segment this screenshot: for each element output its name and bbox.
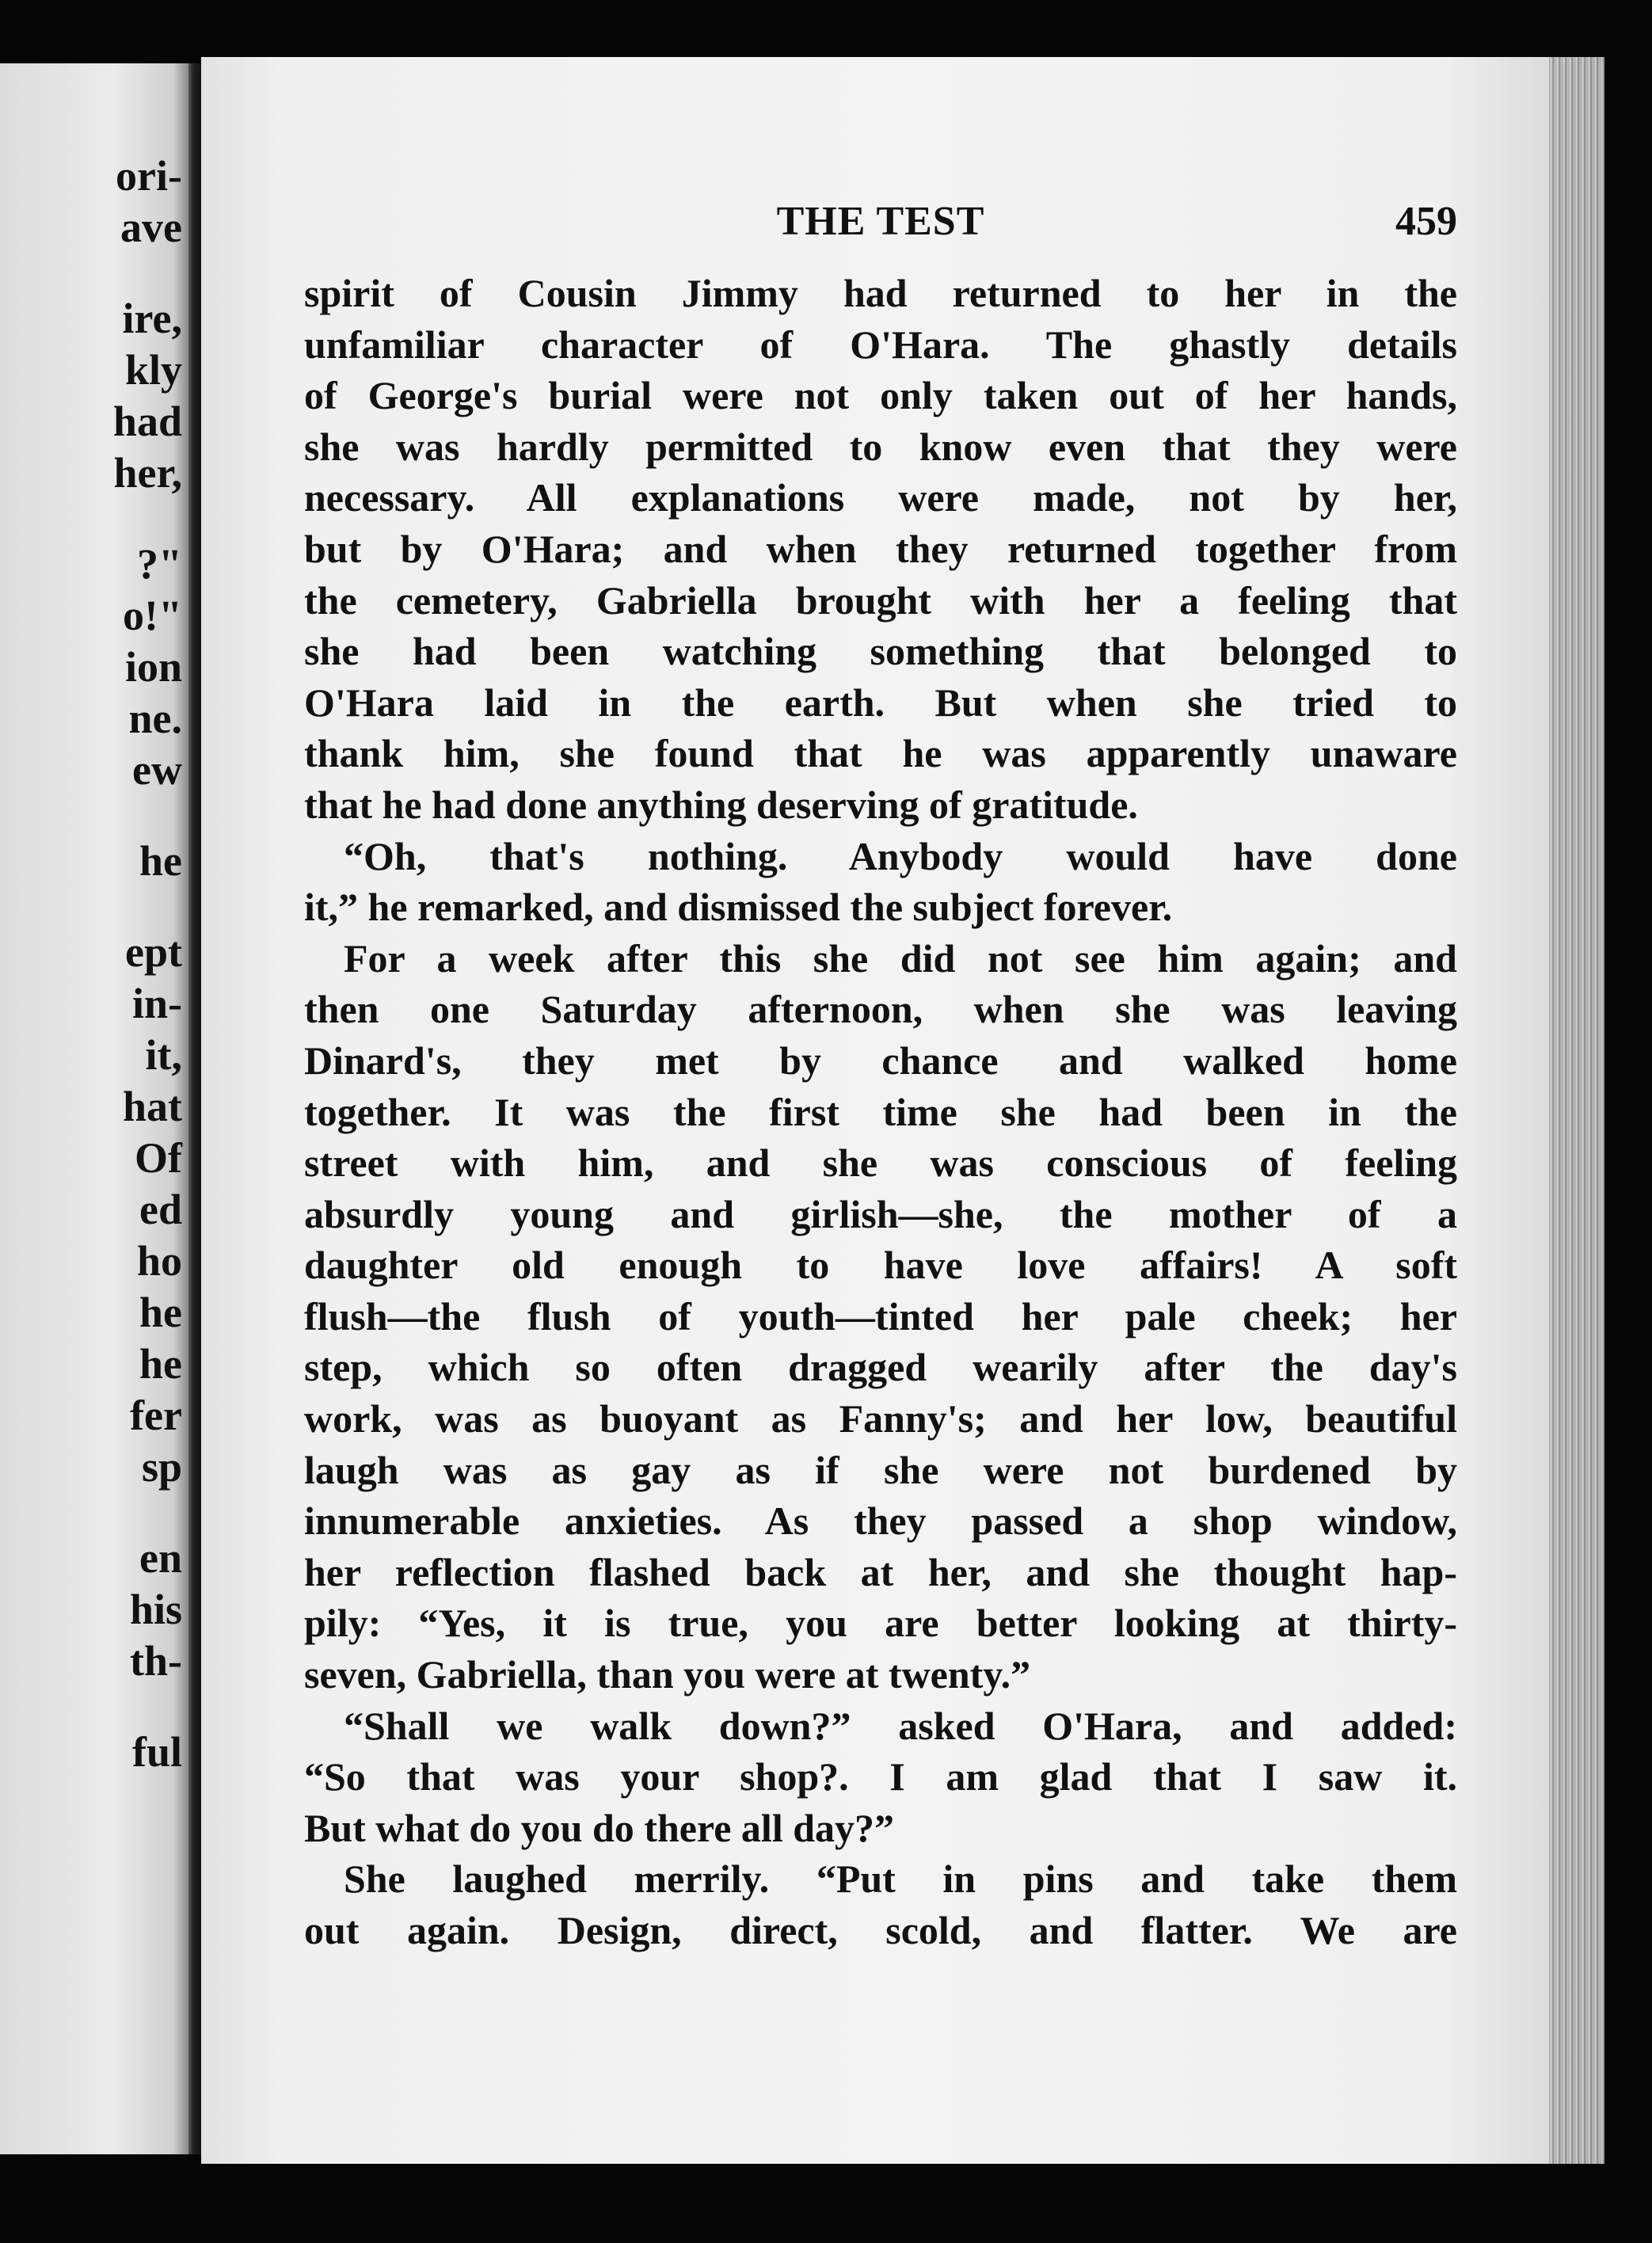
text-line: pily: “Yes, it is true, you are better looking at thirty- (304, 1601, 1457, 1646)
left-page-line-fragment: he (139, 1289, 182, 1336)
page-edges (1549, 57, 1604, 2164)
text-line: her reflection flashed back at her, and she thought hap- (304, 1549, 1457, 1594)
text-line: innumerable anxieties. As they passed a shop window, (304, 1499, 1457, 1544)
left-page-line-fragment: ne. (128, 695, 182, 742)
left-page-line-fragment: ept (125, 928, 182, 976)
text-line: She laughed merrily. “Put in pins and take them (344, 1856, 1457, 1902)
text-line: seven, Gabriella, than you were at twenty.” (304, 1652, 1031, 1697)
text-line: step, which so often dragged wearily after the day's (304, 1345, 1457, 1390)
left-page-line-fragment: his (129, 1586, 182, 1633)
text-line: but by O'Hara; and when they returned together from (304, 526, 1457, 571)
book-page (201, 57, 1604, 2164)
text-line: necessary. All explanations were made, not by her, (304, 475, 1457, 520)
left-page-line-fragment: ed (139, 1186, 182, 1233)
left-page-line-fragment: Of (135, 1134, 182, 1182)
left-page-line-fragment: ful (131, 1728, 182, 1776)
left-page-line-fragment: en (139, 1534, 182, 1582)
text-line: “Shall we walk down?” asked O'Hara, and added: (344, 1703, 1457, 1748)
left-page-line-fragment: ori- (116, 152, 182, 200)
text-line: street with him, and she was conscious of feeling (304, 1141, 1457, 1186)
left-page-line-fragment: ew (132, 746, 182, 794)
left-page-line-fragment: kly (124, 346, 182, 394)
text-line: she was hardly permitted to know even that they were (304, 424, 1457, 469)
left-page-line-fragment: her, (113, 449, 182, 497)
text-line: Dinard's, they met by chance and walked home (304, 1038, 1457, 1083)
left-page-line-fragment: he (139, 1340, 182, 1388)
text-line: it,” he remarked, and dismissed the subject forever. (304, 885, 1173, 930)
text-line: then one Saturday afternoon, when she was leaving (304, 987, 1457, 1032)
text-line: daughter old enough to have love affairs! A soft (304, 1243, 1457, 1288)
left-page-line-fragment: th- (130, 1637, 182, 1685)
left-page-line-fragment: in- (131, 980, 182, 1027)
running-head (304, 198, 1457, 253)
text-line: work, was as buoyant as Fanny's; and her low, beautiful (304, 1396, 1457, 1441)
text-line: O'Hara laid in the earth. But when she tried to (304, 680, 1457, 725)
left-page-line-fragment: ave (120, 204, 182, 251)
text-line: spirit of Cousin Jimmy had returned to her in the (304, 271, 1457, 315)
text-line: the cemetery, Gabriella brought with her a feeling that (304, 577, 1457, 623)
text-line: For a week after this she did not see him again; and (344, 935, 1457, 981)
text-line: “Oh, that's nothing. Anybody would have done (344, 833, 1457, 878)
text-line: But what do you do there all day?” (304, 1805, 895, 1850)
left-page-line-fragment: ?" (137, 540, 182, 588)
text-line: together. It was the first time she had been in the (304, 1089, 1457, 1134)
text-line: absurdly young and girlish—she, the mother of a (304, 1191, 1457, 1236)
text-line: out again. Design, direct, scold, and flatter. We are (304, 1908, 1457, 1952)
page-number: 459 (1395, 199, 1457, 244)
left-page-line-fragment: ho (136, 1237, 182, 1285)
left-page-line-fragment: had (112, 398, 182, 445)
left-page-line-fragment: he (139, 837, 182, 885)
running-title: THE TEST (776, 199, 985, 244)
text-line: she had been watching something that belonged to (304, 629, 1457, 674)
text-line: that he had done anything deserving of gratitude. (304, 782, 1138, 827)
left-page-line-fragment: it, (145, 1031, 182, 1079)
text-line: unfamiliar character of O'Hara. The ghastly details (304, 322, 1457, 367)
text-line: thank him, she found that he was apparently unaware (304, 731, 1457, 776)
text-line: of George's burial were not only taken out of her hands, (304, 373, 1457, 418)
body-text (304, 268, 1457, 1956)
text-line: flush—the flush of youth—tinted her pale cheek; her (304, 1293, 1457, 1339)
left-page-line-fragment: fer (130, 1392, 182, 1439)
left-page-line-fragment: ion (124, 643, 182, 691)
left-page-line-fragment: hat (122, 1083, 182, 1130)
text-line: laugh was as gay as if she were not burdened by (304, 1447, 1457, 1492)
previous-page-fragment (0, 63, 188, 2154)
left-page-line-fragment: ire, (122, 295, 182, 342)
left-page-line-fragment: o!" (123, 592, 182, 639)
text-line: “So that was your shop?. I am glad that I saw it. (304, 1754, 1457, 1799)
book-gutter (188, 63, 201, 2154)
left-page-line-fragment: sp (141, 1443, 182, 1491)
